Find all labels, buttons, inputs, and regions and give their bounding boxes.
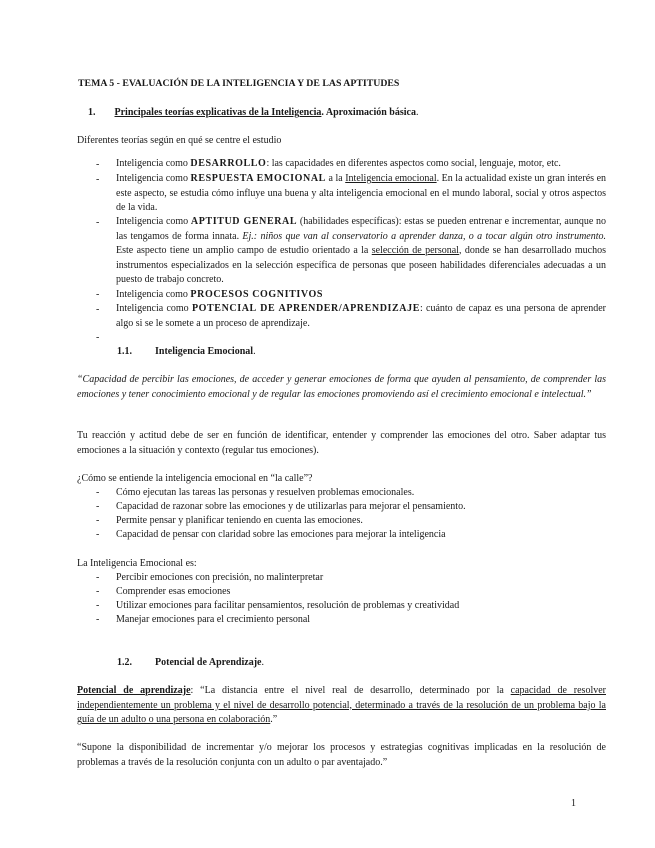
definition-end: .” bbox=[270, 714, 278, 726]
bullet-dash: - bbox=[96, 159, 100, 170]
ie-item-text: Comprender esas emociones bbox=[116, 586, 231, 597]
section-1-heading bbox=[88, 106, 418, 119]
section-1-2-number: 1.2. bbox=[117, 657, 132, 668]
theory-3-link: selección de personal bbox=[371, 245, 459, 257]
theory-3-term: APTITUD GENERAL bbox=[190, 216, 298, 227]
list-item bbox=[116, 571, 323, 584]
bullet-dash: - bbox=[96, 217, 100, 228]
emotional-intelligence-quote bbox=[77, 373, 606, 402]
section-1-2-heading bbox=[117, 656, 264, 669]
definition-prefix: : “La distancia entre el nivel real de desarrollo, determinado por la bbox=[190, 685, 511, 696]
theory-3-mid: (habilidades específicas): estas se pueden entrenar e incrementar, aunque no las tengamos de forma innata. bbox=[116, 216, 607, 242]
section-1-1-title: Inteligencia Emocional bbox=[155, 346, 254, 357]
bullet-dash: - bbox=[96, 586, 100, 597]
theory-2-term: RESPUESTA EMOCIONAL bbox=[190, 173, 326, 184]
street-item-text: Cómo ejecutan las tareas las personas y resuelven problemas emocionales. bbox=[116, 487, 415, 498]
bullet-dash: - bbox=[96, 304, 100, 315]
learning-potential-quote bbox=[77, 741, 606, 770]
theory-3-mid2: Este aspecto tiene un amplio campo de estudio orientado a la bbox=[116, 245, 372, 257]
street-question bbox=[77, 472, 312, 485]
theory-5-term: POTENCIAL DE APRENDER/APRENDIZAJE bbox=[191, 303, 420, 314]
street-item-text: Capacidad de pensar con claridad sobre las emociones para mejorar la inteligencia bbox=[116, 529, 446, 540]
theory-2-link: Inteligencia emocional bbox=[345, 173, 437, 184]
theory-4-prefix: Inteligencia como bbox=[116, 289, 191, 300]
theory-4-term: PROCESOS COGNITIVOS bbox=[190, 289, 324, 300]
section-1-1-period: . bbox=[253, 346, 256, 357]
theory-1-prefix: Inteligencia como bbox=[116, 158, 191, 169]
ie-item-text: Percibir emociones con precisión, no malinterpretar bbox=[116, 572, 324, 583]
bullet-dash: - bbox=[96, 529, 100, 540]
intro-text: Diferentes teorías según en qué se centre el estudio bbox=[77, 135, 282, 146]
question-text: ¿Cómo se entiende la inteligencia emocional en “la calle”? bbox=[77, 473, 313, 484]
theory-potencial-aprender bbox=[116, 302, 606, 331]
theory-respuesta-emocional bbox=[116, 172, 606, 216]
list-item bbox=[116, 528, 446, 541]
theory-desarrollo bbox=[116, 157, 606, 172]
ie-item-text: Manejar emociones para el crecimiento personal bbox=[116, 614, 311, 625]
theory-1-term: DESARROLLO bbox=[190, 158, 267, 169]
section-1-2-title: Potencial de Aprendizaje bbox=[155, 657, 262, 668]
section-1-1-heading bbox=[117, 345, 256, 358]
section-1-2-period: . bbox=[261, 657, 264, 668]
list-item bbox=[116, 585, 230, 598]
page-number bbox=[571, 797, 576, 810]
ie-intro-text: La Inteligencia Emocional es: bbox=[77, 558, 197, 569]
theory-5-desc: : cuánto de capaz es una persona de aprender algo si se le somete a un proceso de aprendizaje. bbox=[116, 303, 606, 329]
street-item-text: Permite pensar y planificar teniendo en cuenta las emociones. bbox=[116, 515, 363, 526]
theory-3-example: Ej.: niños que van al conservatorio a aprender danza, o a tocar algún otro instrumento. bbox=[242, 230, 607, 242]
theory-3-desc: , donde se han desarrollado muchos instrumentos especializados en la selección específica de personas que poseen habilidades diferenciales adecuadas a un puesto de trabajo concreto. bbox=[116, 245, 606, 286]
theories-intro bbox=[77, 134, 281, 147]
section-1-heading-underlined: Principales teorías explicativas de la Inteligencia bbox=[114, 107, 322, 118]
section-1-heading-period: . bbox=[415, 107, 419, 118]
bullet-dash: - bbox=[96, 289, 100, 300]
bullet-dash: - bbox=[96, 614, 100, 625]
theory-2-prefix: Inteligencia como bbox=[116, 173, 191, 184]
theory-aptitud-general bbox=[116, 215, 606, 288]
section-1-heading-rest: . Aproximación básica bbox=[321, 107, 416, 118]
page-number-text: 1 bbox=[571, 798, 576, 809]
street-item-text: Capacidad de razonar sobre las emociones y de utilizarlas para mejorar el pensamiento. bbox=[116, 501, 466, 512]
bullet-dash: - bbox=[96, 600, 100, 611]
definition-term: Potencial de aprendizaje bbox=[77, 685, 191, 696]
section-1-number: 1. bbox=[88, 107, 96, 118]
reaction-text: Tu reacción y actitud debe de ser en función de identificar, entender y comprender las emociones del otro. Saber adaptar tus emociones a la situación y contexto (regular tus emociones). bbox=[77, 430, 606, 456]
section-1-1-number: 1.1. bbox=[117, 346, 132, 357]
learning-potential-definition bbox=[77, 684, 606, 728]
bullet-dash: - bbox=[96, 572, 100, 583]
list-item bbox=[116, 613, 310, 626]
quote2-text: “Supone la disponibilidad de incrementar y/o mejorar los procesos y estrategias cognitivas implicadas en la resolución de problemas a través de la resolución conjunta con un adulto o par aventajado.” bbox=[77, 742, 606, 768]
document-title bbox=[78, 77, 399, 90]
definition-underlined: capacidad de resolver independientemente un problema y el nivel de desarrollo potencial, determinado a través de la resolución de un problema bajo la guía de un adulto o una persona en colaboración bbox=[77, 685, 606, 726]
bullet-dash-empty: - bbox=[96, 332, 100, 343]
list-item bbox=[116, 514, 363, 527]
reaction-paragraph bbox=[77, 429, 606, 458]
theory-1-desc: : las capacidades en diferentes aspectos como social, lenguaje, motor, etc. bbox=[266, 158, 561, 169]
theory-5-prefix: Inteligencia como bbox=[116, 303, 192, 314]
ie-item-text: Utilizar emociones para facilitar pensamientos, resolución de problemas y creatividad bbox=[116, 600, 460, 611]
theory-procesos-cognitivos bbox=[116, 288, 323, 301]
bullet-dash: - bbox=[96, 515, 100, 526]
bullet-dash: - bbox=[96, 487, 100, 498]
list-item bbox=[116, 500, 466, 513]
theory-3-prefix: Inteligencia como bbox=[116, 216, 191, 227]
theory-2-mid: a la bbox=[325, 173, 346, 184]
ie-intro bbox=[77, 557, 197, 570]
list-item bbox=[116, 486, 414, 499]
list-item bbox=[116, 599, 459, 612]
bullet-dash: - bbox=[96, 174, 100, 185]
bullet-dash: - bbox=[96, 501, 100, 512]
quote-text: “Capacidad de percibir las emociones, de acceder y generar emociones de forma que ayuden al pensamiento, de comprender las emociones y tener conocimiento emocional y de regular las emociones promoviendo así el crecimiento emocional e intelectual.” bbox=[77, 374, 606, 400]
title-text: TEMA 5 - EVALUACIÓN DE LA INTELIGENCIA Y DE LAS APTITUDES bbox=[78, 78, 400, 89]
theory-2-desc: . En la actualidad existe un gran interés en este aspecto, se estudia cómo influye una buena y alta inteligencia emocional en el mundo laboral, social y otros aspectos de la vida. bbox=[116, 173, 607, 214]
